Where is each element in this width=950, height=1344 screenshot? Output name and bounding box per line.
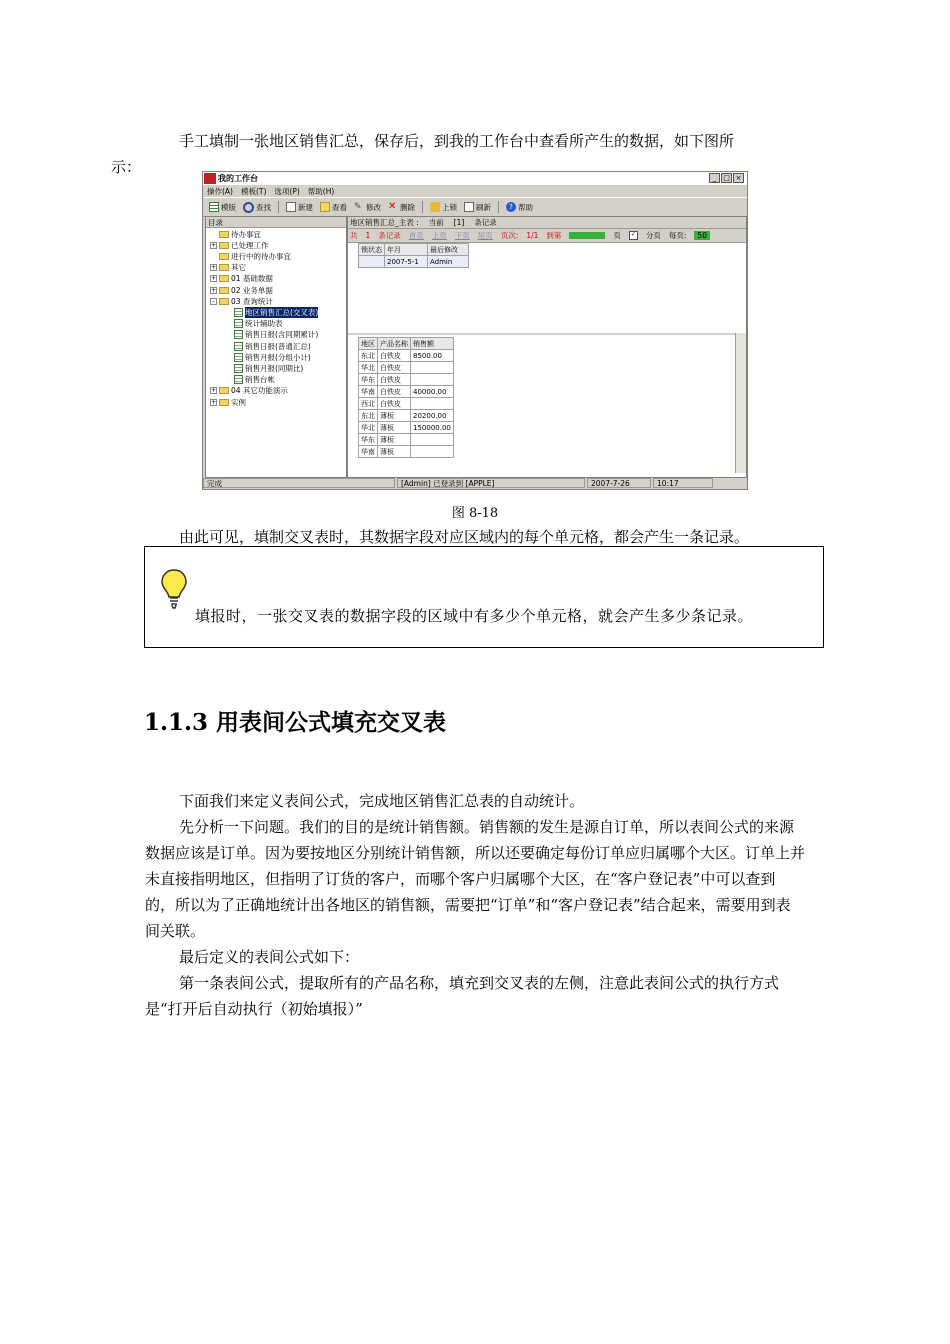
tree-item[interactable]: [234, 363, 303, 373]
record-header: 地区销售汇总_主表 : 当前 [1] 条记录: [348, 217, 746, 229]
delete-button[interactable]: ✕ 删除: [388, 201, 415, 212]
column-header: 销售额: [411, 338, 454, 350]
tree-item[interactable]: [234, 330, 318, 340]
template-button[interactable]: 模版: [209, 202, 236, 213]
new-document-icon: [286, 202, 296, 212]
prev-page-link[interactable]: 上页: [431, 231, 447, 240]
folder-icon: [219, 399, 229, 406]
expand-icon[interactable]: +: [211, 275, 217, 283]
paragraph: 最后定义的表间公式如下：: [179, 948, 360, 966]
edit-button[interactable]: ✎ 修改: [354, 202, 381, 212]
search-icon: [243, 202, 254, 213]
after-figure-paragraph: 由此可见，填制交叉表时，其数据字段对应区域内的每个单元格，都会产生一条记录。: [179, 528, 750, 546]
sheet-icon: [234, 364, 243, 373]
table-cell[interactable]: 薄板: [378, 410, 411, 422]
table-cell[interactable]: 白铁皮: [378, 386, 411, 398]
table-cell[interactable]: 薄板: [378, 422, 411, 434]
tree-header: 目录: [206, 217, 346, 228]
tree-item[interactable]: [210, 397, 246, 407]
tree-item-label: 其它: [231, 263, 246, 273]
folder-icon: [219, 242, 229, 249]
refresh-button[interactable]: 刷新: [464, 202, 491, 213]
table-cell[interactable]: 华南: [359, 446, 378, 458]
toolbar-divider: [422, 201, 423, 213]
folder-icon: [219, 253, 229, 260]
tree-item[interactable]: [210, 263, 246, 273]
table-cell[interactable]: 东北: [359, 410, 378, 422]
table-row[interactable]: 2007-5-1 Admin: [359, 256, 469, 268]
tree-item-label: 04 其它功能演示: [231, 386, 288, 396]
help-icon: ?: [506, 202, 516, 212]
folder-icon: [219, 287, 229, 294]
find-button[interactable]: 查找: [243, 202, 271, 213]
tree-item-label: 销售日报(普通汇总): [245, 341, 311, 351]
maximize-button[interactable]: □: [721, 173, 732, 183]
paragraph: 第一条表间公式，提取所有的产品名称，填充到交叉表的左侧，注意此表间公式的执行方式是“打开后自动执行（初始填报）”: [145, 974, 780, 1018]
tree-item-label: 销售日报(含同期累计): [245, 330, 319, 340]
expand-icon[interactable]: +: [211, 286, 217, 294]
master-table: [358, 243, 469, 268]
table-row[interactable]: [359, 386, 454, 398]
tree-item[interactable]: [210, 274, 273, 284]
first-page-link[interactable]: 首页: [408, 231, 424, 240]
per-page-input[interactable]: 50: [694, 231, 710, 240]
status-date: 2007-7-26: [587, 478, 651, 488]
table-cell[interactable]: 华东: [359, 374, 378, 386]
tree-item[interactable]: [210, 296, 273, 306]
directory-tree: [205, 216, 347, 478]
status-text: 完成: [203, 478, 395, 488]
paging-checkbox[interactable]: ✓: [630, 231, 636, 238]
tree-item-label: 实例: [231, 397, 246, 407]
table-cell[interactable]: [411, 446, 454, 458]
vertical-scrollbar[interactable]: [735, 333, 746, 473]
tree-item[interactable]: [210, 386, 288, 396]
tree-item[interactable]: [234, 352, 311, 362]
login-status: [Admin] 已登录到 [APPLE]: [397, 478, 585, 488]
sheet-icon: [234, 308, 243, 317]
collapse-icon[interactable]: -: [210, 298, 217, 305]
table-cell[interactable]: 白铁皮: [378, 350, 411, 362]
table-cell[interactable]: 20200.00: [411, 410, 454, 422]
sheet-icon: [234, 353, 243, 362]
table-cell[interactable]: [411, 398, 454, 410]
table-row[interactable]: [359, 350, 454, 362]
table-cell[interactable]: 东北: [359, 350, 378, 362]
tree-item-label: 02 业务单据: [231, 285, 273, 295]
table-cell[interactable]: 华北: [359, 362, 378, 374]
sheet-icon: [234, 319, 243, 328]
tree-item-label: 进行中的待办事宜: [231, 251, 291, 261]
figure-caption: 图 8-18: [451, 506, 499, 521]
title-bar: [203, 172, 747, 185]
refresh-icon: [464, 202, 474, 212]
folder-icon: [219, 275, 229, 282]
table-row[interactable]: [359, 410, 454, 422]
table-cell[interactable]: 华北: [359, 422, 378, 434]
tree-item-label: 销售月报(分组小计): [245, 352, 311, 362]
table-cell[interactable]: 8500.00: [411, 350, 454, 362]
status-time: 10:17: [653, 478, 713, 488]
table-row[interactable]: [359, 422, 454, 434]
app-icon: [204, 173, 216, 184]
tree-item[interactable]: [234, 319, 283, 329]
paragraph: 下面我们来定义表间公式，完成地区销售汇总表的自动统计。: [179, 792, 585, 810]
table-cell[interactable]: [411, 434, 454, 446]
lock-icon: [430, 202, 440, 212]
menu-bar: [203, 185, 747, 197]
edit-icon: ✎: [354, 202, 362, 212]
pager: 共 1 条记录 首页 上页 下页 尾页 页次: 1/1 到第 页 ✓ 分页 每页: 50: [348, 229, 746, 243]
lightbulb-icon: [159, 567, 189, 611]
minimize-button[interactable]: _: [709, 173, 720, 183]
table-cell[interactable]: 白铁皮: [378, 398, 411, 410]
tree-item[interactable]: [210, 285, 273, 295]
table-cell[interactable]: 华东: [359, 434, 378, 446]
column-header: 产品名称: [378, 338, 411, 350]
next-page-link[interactable]: 下页: [454, 231, 470, 240]
tree-item-label: 地区销售汇总(交叉表): [245, 307, 319, 317]
table-cell[interactable]: [411, 374, 454, 386]
tree-item-label: 03 查询统计: [231, 296, 273, 306]
open-folder-icon: [320, 202, 330, 212]
tree-item-label: 待办事宜: [231, 229, 261, 239]
detail-table: [358, 337, 454, 458]
menu-help[interactable]: 帮助(H): [307, 186, 335, 196]
expand-icon[interactable]: +: [211, 387, 217, 395]
status-bar: [203, 476, 747, 489]
goto-page-input[interactable]: [569, 232, 605, 239]
page-indicator: 1/1: [526, 231, 539, 240]
expand-icon[interactable]: +: [211, 264, 217, 272]
table-cell[interactable]: 40000.00: [411, 386, 454, 398]
menu-operate[interactable]: 操作(A): [207, 186, 233, 196]
template-icon: [209, 202, 219, 212]
tree-item-label: 01 基础数据: [231, 274, 273, 284]
table-cell[interactable]: 白铁皮: [378, 362, 411, 374]
tree-item[interactable]: [210, 251, 291, 261]
toolbar-divider: [278, 201, 279, 213]
delete-icon: ✕: [388, 201, 397, 212]
column-header: 锁状态: [359, 244, 385, 256]
column-header: 年月: [385, 244, 428, 256]
tree-item[interactable]: [210, 240, 269, 250]
paragraph: 先分析一下问题。我们的目的是统计销售额。销售额的发生是源自订单，所以表间公式的来源数据应该是订单。因为要按地区分别统计销售额，所以还要确定每份订单应归属哪个大区。订单上并未直接指明地区，但指明了订货的客户，而哪个客户归属哪个大区，在“客户登记表”中可以查到的，所以为了正确地统计出各地区的销售额，需要把“订单”和“客户登记表”结合起来，需要用到表间关联。: [145, 818, 806, 940]
table-cell[interactable]: 白铁皮: [378, 374, 411, 386]
folder-icon: [219, 298, 229, 305]
tree-item[interactable]: [234, 375, 275, 385]
window-title: 我的工作台: [218, 174, 258, 183]
table-row[interactable]: [359, 434, 454, 446]
tree-item-label: 已处理工作: [231, 240, 269, 250]
record-panel: [347, 216, 747, 478]
table-cell[interactable]: 薄板: [378, 446, 411, 458]
new-button[interactable]: 新建: [286, 202, 313, 213]
view-button[interactable]: 查看: [320, 202, 347, 213]
tip-text: 填报时，一张交叉表的数据字段的区域中有多少个单元格，就会产生多少条记录。: [195, 607, 754, 625]
record-count: 1: [365, 231, 371, 240]
table-cell[interactable]: 150000.00: [411, 422, 454, 434]
table-row[interactable]: [359, 446, 454, 458]
tree-item[interactable]: [234, 341, 311, 351]
table-row[interactable]: [359, 374, 454, 386]
toolbar-divider: [498, 201, 499, 213]
lock-button[interactable]: 上锁: [430, 202, 457, 213]
intro-paragraph: 手工填制一张地区销售汇总，保存后，到我的工作台中查看所产生的数据，如下图所 示：: [111, 132, 735, 176]
splitter[interactable]: [348, 333, 746, 335]
tree-item-label: 销售月报(同期比): [245, 363, 304, 373]
sheet-icon: [234, 330, 243, 339]
tree-item[interactable]: [210, 229, 261, 239]
workbench-window: [202, 171, 748, 490]
tree-item-label: 统计辅助表: [245, 319, 283, 329]
sheet-icon: [234, 342, 243, 351]
column-header: 地区: [359, 338, 378, 350]
table-cell[interactable]: 西北: [359, 398, 378, 410]
section-heading: 1.1.3 用表间公式填充交叉表: [144, 709, 447, 736]
menu-template[interactable]: 模板(T): [240, 186, 267, 196]
help-button[interactable]: ? 帮助: [506, 202, 533, 213]
table-row[interactable]: [359, 362, 454, 374]
tip-box: [144, 546, 824, 648]
expand-icon[interactable]: +: [211, 398, 217, 406]
folder-icon: [219, 387, 229, 394]
tree-item-label: 销售台帐: [245, 375, 275, 385]
last-page-link[interactable]: 尾页: [477, 231, 493, 240]
folder-icon: [219, 231, 229, 238]
column-header: 最后修改: [428, 244, 469, 256]
table-cell[interactable]: 薄板: [378, 434, 411, 446]
table-row[interactable]: [359, 398, 454, 410]
sheet-icon: [234, 375, 243, 384]
folder-icon: [219, 264, 229, 271]
table-cell[interactable]: [411, 362, 454, 374]
tree-item[interactable]: [234, 307, 318, 317]
toolbar: [203, 197, 747, 217]
expand-icon[interactable]: +: [211, 241, 217, 249]
close-button[interactable]: ×: [733, 173, 744, 183]
table-cell[interactable]: 华南: [359, 386, 378, 398]
menu-options[interactable]: 选项(P): [274, 186, 300, 196]
